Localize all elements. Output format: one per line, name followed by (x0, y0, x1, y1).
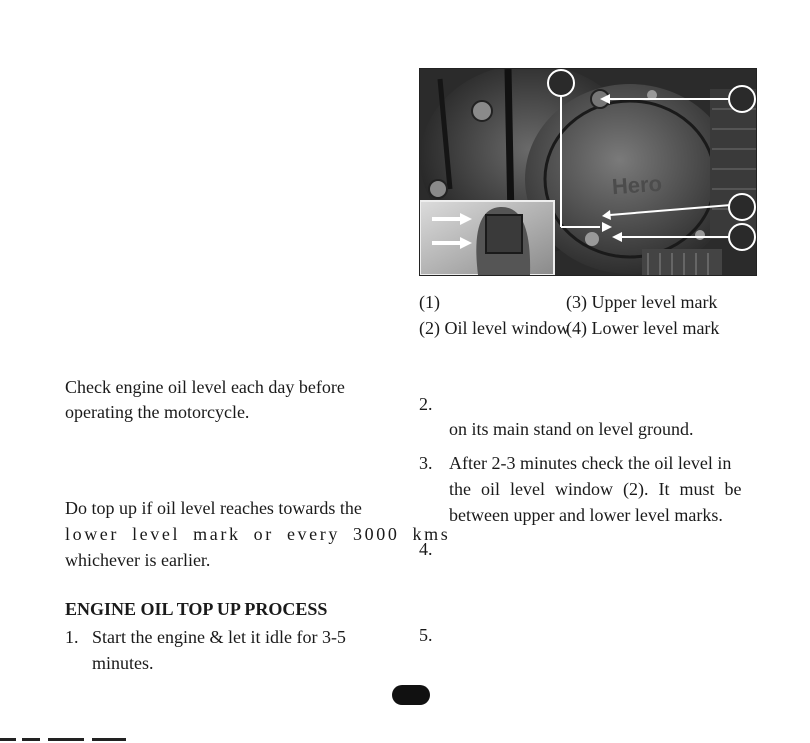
footer-rule (48, 738, 84, 741)
oil-window-inset (420, 201, 554, 275)
step-1-line-1: Start the engine & let it idle for 3-5 (92, 627, 346, 647)
step-3-number: 3. (419, 453, 433, 473)
engine-photo (419, 68, 757, 276)
step-2-line-2: on its main stand on level ground. (449, 419, 694, 439)
step-2-number: 2. (419, 394, 433, 414)
step-3-line-1: After 2-3 minutes check the oil level in (449, 453, 732, 473)
cover-brand-text: Hero (611, 170, 663, 200)
callout-marker-1 (548, 70, 574, 96)
daily-check-line-2: operating the motorcycle. (65, 402, 250, 422)
top-up-rule-line-3: whichever is earlier. (65, 550, 211, 570)
top-up-rule-line-2: lower level mark or every 3000 kms (65, 524, 451, 544)
step-4-number: 4. (419, 539, 433, 559)
caption-1-label: (1) (419, 292, 440, 312)
daily-check-line-1: Check engine oil level each day before (65, 377, 345, 397)
step-1-number: 1. (65, 627, 79, 647)
step-3-line-2: the oil level window (2). It must be (449, 479, 742, 499)
step-3-line-3: between upper and lower level marks. (449, 505, 723, 525)
footer-rule (0, 738, 16, 741)
engine-illustration (420, 69, 756, 275)
page-number-badge (392, 685, 430, 705)
step-1-line-2: minutes. (92, 653, 154, 673)
caption-3-label: (3) Upper level mark (566, 292, 718, 312)
callout-marker-2 (729, 194, 755, 220)
caption-4-label: (4) Lower level mark (566, 318, 720, 338)
callout-marker-3 (729, 86, 755, 112)
top-up-rule-line-1: Do top up if oil level reaches towards the (65, 498, 362, 518)
caption-2-label: (2) Oil level window (419, 318, 570, 338)
process-heading: ENGINE OIL TOP UP PROCESS (65, 599, 328, 619)
callout-marker-4 (729, 224, 755, 250)
footer-rule (92, 738, 126, 741)
footer-rule (22, 738, 40, 741)
step-5-number: 5. (419, 625, 433, 645)
